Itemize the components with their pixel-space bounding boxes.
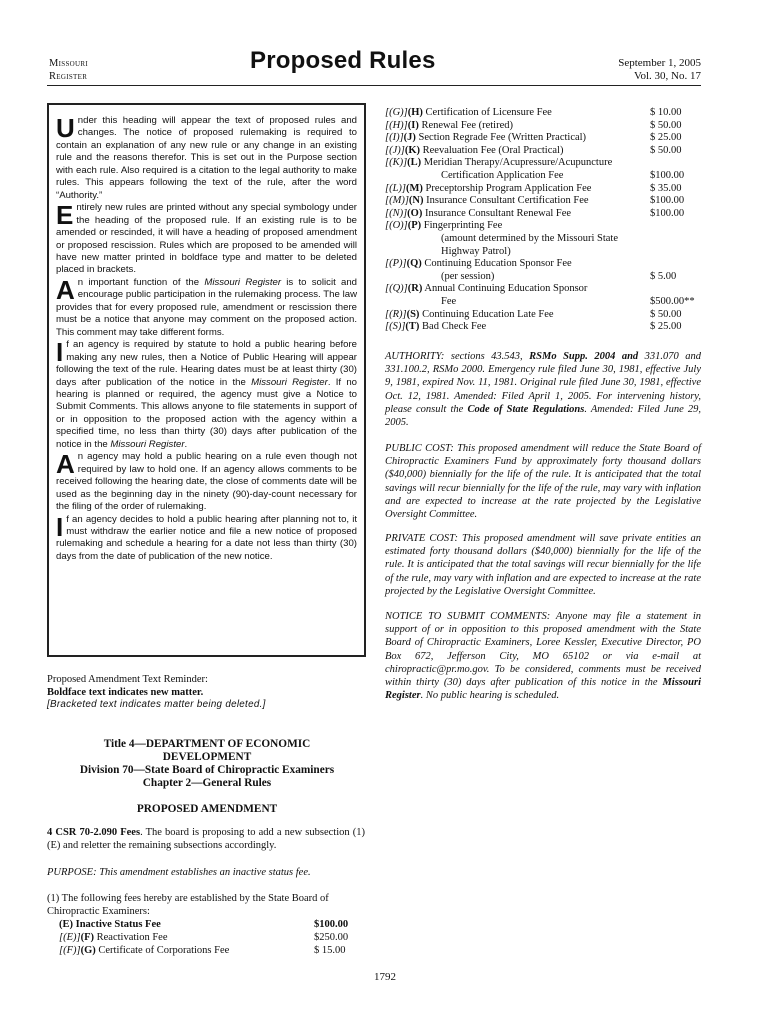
drop-cap: I	[56, 511, 64, 542]
purpose-statement: PURPOSE: This amendment establishes an inactive status fee.	[47, 867, 311, 878]
fee-amount: $ 50.00	[650, 144, 682, 156]
intro-emphasis: Missouri Register	[251, 376, 328, 388]
fee-label-text: Continuing Education Late Fee	[419, 308, 554, 320]
intro-text: n agency may hold a public hearing on a rule even though not required by law to hold one. If an agency allows comments to be received following the hearing date, the close of comments date will be used as the beginning day in the ninety (90)-day-count necessary for the filing of the order of rulemaking.	[56, 451, 357, 513]
fee-new-letter: (N)	[408, 195, 424, 207]
intro-paragraph	[56, 339, 357, 451]
fee-old-letter: [(I)]	[385, 132, 404, 144]
fee-label-text: Fingerprinting Fee	[421, 220, 503, 232]
issue-volume: Vol. 30, No. 17	[633, 70, 701, 82]
fee-label	[385, 183, 591, 196]
fee-old-letter: [(S)]	[385, 321, 406, 333]
fee-old-letter: [(P)]	[385, 258, 407, 270]
csr-paragraph	[47, 826, 365, 852]
fee-old-letter: [(F)]	[59, 945, 81, 956]
fee-old-letter: [(J)]	[385, 144, 405, 156]
notice-text: NOTICE TO SUBMIT COMMENTS: Anyone may file a statement in support of or in opposition to this proposed amendment with the State Board of Chiropractic Examiners, Loree Kessler, Executive Director, PO Box 672, Jefferson City, MO 65102 or via e-mail at chiropractic@pr.mo.gov. To be considered, comments must be received within thirty (30) days after publication of this notice in the	[385, 611, 701, 689]
fee-label	[441, 246, 511, 259]
fee-label	[385, 258, 572, 271]
fee-old-letter: [(E)]	[59, 932, 81, 943]
intro-box	[47, 103, 366, 657]
fee-label	[385, 145, 563, 158]
page-number: 1792	[374, 971, 396, 983]
drop-cap: A	[56, 449, 75, 480]
reminder-boldface: Boldface text indicates new matter.	[47, 686, 204, 698]
issue-info	[618, 57, 701, 83]
fee-label	[385, 220, 502, 233]
intro-text: n important function of the	[77, 276, 205, 288]
fee-new-letter: (K)	[404, 144, 420, 156]
authority-reference: Code of State Regulations	[467, 403, 585, 415]
drop-cap: I	[56, 337, 64, 368]
fee-label: Reactivation Fee	[94, 932, 168, 943]
proposed-amendment-heading: PROPOSED AMENDMENT	[136, 803, 278, 815]
fee-label	[441, 296, 456, 309]
fee-label-text: Annual Continuing Education Sponsor	[422, 283, 588, 295]
intro-paragraph	[56, 451, 357, 513]
fee-label-text: Section Regrade Fee (Written Practical)	[415, 132, 587, 144]
fee-old-letter: [(R)]	[385, 308, 407, 320]
fee-old-letter: [(N)]	[385, 207, 408, 219]
fee-amount: $100.00	[650, 195, 685, 207]
fee-new-letter: (T)	[405, 321, 420, 333]
fee-amount: $ 50.00	[650, 308, 682, 320]
csr-citation: 4 CSR 70-2.090 Fees	[47, 827, 141, 838]
fee-label: (E) Inactive Status Fee	[59, 919, 161, 930]
fee-label: Certificate of Corporations Fee	[95, 945, 230, 956]
fee-label-text: Highway Patrol)	[441, 245, 511, 257]
authority-paragraph	[385, 350, 701, 429]
publication-name-line2: Register	[49, 71, 88, 82]
fee-old-letter: [(H)]	[385, 119, 408, 131]
fee-label-text: Certification Application Fee	[441, 170, 564, 181]
intro-text: . If no hearing is planned or required, the agency must give a Notice to Submit Comments. This allows anyone to file statements in support of or in opposition to the proposed action with the agency within a specified time, no less than thirty (30) days after publication of the notice in the	[56, 376, 358, 450]
fee-label	[385, 195, 589, 208]
fee-amount: $ 5.00	[650, 270, 677, 282]
publication-name	[49, 57, 88, 83]
fee-label	[385, 120, 513, 133]
authority-text: . Amended: Filed June 29, 2005.	[385, 403, 702, 429]
authority-text: AUTHORITY: sections 43.543,	[385, 351, 530, 362]
title-line: DEVELOPMENT	[162, 751, 252, 763]
fee-label-text: Insurance Consultant Certification Fee	[423, 195, 589, 207]
text-reminder	[47, 674, 367, 712]
fee-new-letter: (G)	[80, 945, 96, 956]
fee-label-text: (amount determined by the Missouri State	[441, 233, 619, 244]
fee-new-letter: (P)	[407, 220, 422, 232]
fee-label-text: Renewal Fee (retired)	[418, 119, 514, 131]
fee-label	[385, 283, 587, 296]
fee-label-text: Bad Check Fee	[419, 321, 487, 333]
reminder-heading: Proposed Amendment Text Reminder:	[47, 674, 208, 685]
fee-amount: $100.00	[650, 170, 685, 181]
fee-amount: $ 25.00	[650, 321, 682, 333]
intro-paragraph	[56, 202, 357, 277]
authority-text: 331.070 and 331.100.2, RSMo 2000. Emergency rule filed June 30, 1981, effective July 9, 1981, expired Nov. 11, 1981. Original rule filed June 30, 1981, effective Oct. 12, 1981. Amended: Filed April 1, 2005. For intervening history, please consult the	[385, 351, 702, 415]
notice-text: . No public hearing is scheduled.	[420, 690, 560, 702]
division-line: Division 70—State Board of Chiropractic Examiners	[79, 764, 335, 776]
public-cost-paragraph: PUBLIC COST: This proposed amendment will reduce the State Board of Chiropractic Examiners Fund by approximately forty thousand dollars ($40,000) biennially for the life of the rule. It is anticipated that the total savings will recur biennially for the life of the rule, may vary with inflation and are expected to increase at the rate projected by the Legislative Oversight Committee.	[385, 443, 701, 521]
fee-amount: $100.00	[314, 919, 349, 930]
fee-old-letter: [(K)]	[385, 157, 408, 169]
fee-amount: $ 10.00	[650, 107, 682, 118]
fee-amount: $100.00	[650, 207, 685, 219]
reminder-brackets: [Bracketed text indicates matter being deleted.]	[47, 699, 266, 710]
fee-new-letter: (S)	[406, 308, 420, 320]
intro-text: f an agency is required by statute to hold a public hearing before making any new rules, then a Notice of Public Hearing will appear following the text of the rule. Hearing dates must be at least thirty (30) days after publication of the notice in the	[56, 339, 357, 388]
intro-emphasis: Missouri Register	[110, 438, 185, 450]
fee-old-letter: [(L)]	[385, 182, 407, 194]
fee-label-text: Insurance Consultant Renewal Fee	[422, 207, 572, 219]
fee-new-letter: (M)	[406, 182, 423, 194]
intro-text: nder this heading will appear the text of proposed rules and changes. The notice of proposed rulemaking is required to contain an explanation of any new rule or any change in an existing rule and the reasons therefor. This is set out in the Purpose section with each rule. Also required is a citation to the legal authority to make rules. This appears following the text of the rule, after the word “Authority.”	[56, 115, 357, 201]
fee-amount: $ 35.00	[650, 182, 682, 194]
fee-label-text: Fee	[441, 296, 457, 307]
fee-old-letter: [(O)]	[385, 220, 408, 232]
fee-label-text: Reevaluation Fee (Oral Practical)	[420, 144, 564, 156]
drop-cap: E	[56, 200, 74, 231]
fee-amount: $500.00**	[650, 296, 695, 307]
fee-amount: $250.00	[314, 932, 349, 943]
fee-new-letter: (H)	[407, 107, 423, 118]
fee-row	[59, 945, 359, 958]
fee-label	[441, 170, 563, 183]
drop-cap: A	[56, 274, 75, 305]
authority-new-text: RSMo Supp. 2004 and	[529, 351, 639, 362]
fee-old-letter: [(G)]	[385, 107, 408, 118]
fee-new-letter: (O)	[407, 207, 423, 219]
intro-text: is to solicit and encourage public participation in the rulemaking process. The law provides that for every proposed rule, amendment or rescission there must be a notice that anyone may comment on the proposed action. This comment may take different forms.	[56, 276, 358, 338]
fee-label	[441, 233, 618, 246]
title-line: Title 4—DEPARTMENT OF ECONOMIC	[103, 738, 311, 750]
fee-row	[59, 919, 359, 932]
intro-text: f an agency decides to hold a public hearing after planning not to, it must withdraw the earlier notice and file a new notice of proposed rulemaking and schedule a hearing for a date not less than thirty (30) days from the date of publication of the new notice.	[56, 513, 357, 562]
section-title: Proposed Rules	[250, 47, 436, 74]
drop-cap: U	[56, 113, 75, 143]
fee-label-text: Preceptorship Program Application Fee	[422, 182, 592, 194]
fee-new-letter: (L)	[407, 157, 422, 169]
fee-label	[385, 309, 554, 322]
intro-paragraph	[56, 511, 357, 564]
private-cost-paragraph: PRIVATE COST: This proposed amendment will save private entities an estimated forty thousand dollars ($40,000) biennially for the life of the rule. It is anticipated that the total savings will recur biennially for the life of the rule, may vary with inflation and are expected to increase at the rate projected by the Legislative Oversight Committee.	[385, 533, 701, 597]
fee-row	[59, 932, 359, 945]
intro-text: ntirely new rules are printed without any special symbology under the heading of the proposed rule. If an existing rule is to be amended or rescinded, it will have a heading of proposed amendment or proposed rescission. Rules which are proposed to be amended will have new matter printed in boldface type and matter to be deleted placed in brackets.	[56, 202, 357, 276]
fee-label	[385, 107, 552, 120]
intro-text: .	[184, 438, 188, 450]
publication-name-line1: Missouri	[49, 58, 88, 69]
chapter-line: Chapter 2—General Rules	[142, 777, 272, 789]
notice-paragraph	[385, 610, 701, 702]
fee-label	[385, 208, 571, 221]
fee-old-letter: [(M)]	[385, 195, 409, 207]
fee-amount: $ 25.00	[650, 132, 682, 144]
fee-label-text: Meridian Therapy/Acupressure/Acupuncture	[421, 157, 613, 169]
fee-label-text: (per session)	[441, 270, 495, 282]
issue-date: September 1, 2005	[618, 57, 701, 69]
rule-heading	[47, 738, 367, 790]
intro-paragraph	[56, 274, 358, 339]
fee-label	[385, 132, 586, 145]
fee-new-letter: (I)	[407, 119, 419, 131]
fee-old-letter: [(Q)]	[385, 283, 408, 295]
fee-label	[441, 271, 494, 284]
intro-paragraph	[56, 115, 357, 202]
fees-intro: (1) The following fees hereby are established by the State Board of Chiropractic Examiners:	[47, 893, 329, 917]
notice-emphasis: Missouri Register	[385, 677, 701, 702]
fee-label-text: Certification of Licensure Fee	[422, 107, 552, 118]
fee-new-letter: (J)	[403, 132, 416, 144]
fee-new-letter: (F)	[80, 932, 95, 943]
fee-label	[385, 321, 486, 334]
fee-new-letter: (R)	[407, 283, 423, 295]
fee-label-text: Continuing Education Sponsor Fee	[421, 258, 572, 270]
header-divider	[47, 85, 701, 86]
fee-label	[385, 157, 612, 170]
fee-new-letter: (Q)	[406, 258, 422, 270]
csr-text: . The board is proposing to add a new subsection (1)(E) and reletter the remaining subsections accordingly.	[47, 827, 365, 852]
intro-emphasis: Missouri Register	[204, 276, 282, 288]
fee-amount: $ 15.00	[314, 945, 346, 956]
fee-amount: $ 50.00	[650, 119, 682, 131]
